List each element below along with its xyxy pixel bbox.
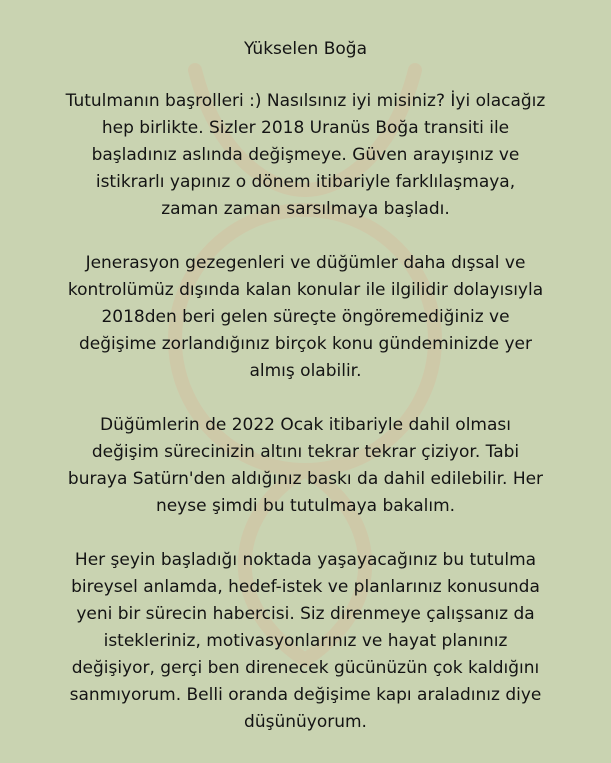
paragraph-line: Düğümlerin de 2022 Ocak itibariyle dahil olması [100, 415, 511, 435]
paragraph-line: düşünüyorum. [244, 712, 367, 732]
paragraph-1 [18, 88, 593, 223]
paragraph-line: bireysel anlamda, hedef-istek ve planlarınız konusunda [71, 577, 540, 597]
paragraph-line: sanmıyorum. Belli oranda değişime kapı araladınız diye [69, 685, 542, 705]
paragraph-line: hep birlikte. Sizler 2018 Uranüs Boğa transiti ile [101, 118, 510, 138]
paragraph-line: değişim sürecinizin altını tekrar tekrar çiziyor. Tabi [91, 442, 520, 462]
paragraph-2 [18, 250, 593, 385]
paragraph-line: Her şeyin başladığı noktada yaşayacağınız bu tutulma [74, 550, 537, 570]
paragraph-line: Jenerasyon gezegenleri ve düğümler daha dışsal ve [85, 253, 526, 273]
paragraph-4 [18, 547, 593, 736]
document-title: Yükselen Boğa [243, 39, 367, 59]
paragraph-line: istikrarlı yapınız o dönem itibariyle farklılaşmaya, [95, 172, 516, 192]
paragraph-line: değişime zorlandığınız birçok konu gündeminizde yer [78, 334, 533, 354]
paragraph-line: buraya Satürn'den aldığınız baskı da dahil edilebilir. Her [67, 469, 544, 489]
paragraph-line: 2018den beri gelen süreçte öngöremediğiniz ve [101, 307, 510, 327]
paragraph-line: istekleriniz, motivasyonlarınız ve hayat planınız [103, 631, 508, 651]
paragraph-line: değişiyor, gerçi ben direnecek gücünüzün çok kaldığını [71, 658, 540, 678]
paragraph-line: neyse şimdi bu tutulmaya bakalım. [155, 496, 456, 516]
paragraph-line: almış olabilir. [249, 361, 362, 381]
paragraph-line: Tutulmanın başrolleri :) Nasılsınız iyi misiniz? İyi olacağız [65, 91, 546, 111]
paragraph-line: başladınız aslında değişmeye. Güven arayışınız ve [91, 145, 520, 165]
paragraph-line: kontrolümüz dışında kalan konular ile ilgilidir dolayısıyla [67, 280, 544, 300]
paragraph-3 [18, 412, 593, 520]
paragraph-line: yeni bir sürecin habercisi. Siz direnmeye çalışsanız da [76, 604, 535, 624]
paragraph-line: zaman zaman sarsılmaya başladı. [161, 199, 450, 219]
